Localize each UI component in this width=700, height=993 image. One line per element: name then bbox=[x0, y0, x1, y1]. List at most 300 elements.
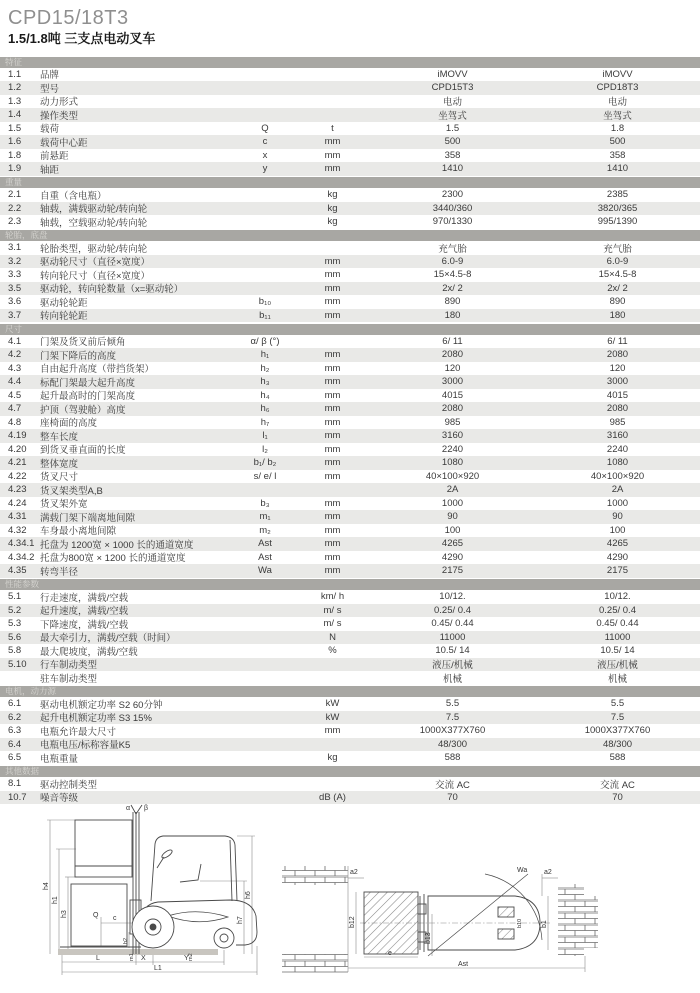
cell-no: 1.4 bbox=[8, 109, 22, 121]
cell-unit: kg bbox=[327, 202, 338, 214]
cell-label: 下降速度，满载/空载 bbox=[40, 619, 129, 631]
cell-unit: mm bbox=[324, 309, 341, 321]
dim-label-h4: h4 bbox=[43, 882, 50, 890]
cell-v2: 6/ 11 bbox=[607, 335, 628, 347]
cell-label: 电瓶电压/标称容量K5 bbox=[40, 740, 131, 752]
cell-no: 5.8 bbox=[8, 645, 22, 657]
cell-v1: CPD15T3 bbox=[431, 82, 474, 94]
cell-no: 1.3 bbox=[8, 95, 22, 107]
cell-label: 起升最高时的门架高度 bbox=[40, 391, 136, 403]
cell-unit: mm bbox=[324, 362, 341, 374]
cell-v2: 坐驾式 bbox=[603, 110, 632, 122]
cell-unit: mm bbox=[324, 376, 341, 388]
cell-unit: km/ h bbox=[320, 591, 345, 603]
cell-label: 起升速度，满载/空载 bbox=[40, 606, 129, 618]
cell-unit: kg bbox=[327, 752, 338, 764]
cell-unit: kW bbox=[325, 711, 340, 723]
spec-row bbox=[0, 348, 700, 362]
cell-no: 6.5 bbox=[8, 752, 22, 764]
cell-no: 4.4 bbox=[8, 376, 22, 388]
cell-label: 型号 bbox=[40, 83, 60, 95]
cell-no: 4.19 bbox=[8, 430, 27, 442]
spec-row bbox=[0, 295, 700, 309]
cell-no: 4.7 bbox=[8, 403, 22, 415]
cell-no: 5.2 bbox=[8, 604, 22, 616]
cell-v2: 1000 bbox=[606, 497, 629, 509]
cell-v2: 100 bbox=[609, 524, 626, 536]
cell-no: 4.2 bbox=[8, 349, 22, 361]
spec-row bbox=[0, 282, 700, 296]
cell-unit: mm bbox=[324, 497, 341, 509]
dim-label-x: X bbox=[141, 955, 146, 962]
spec-row bbox=[0, 122, 700, 136]
spec-row bbox=[0, 135, 700, 149]
cell-unit: mm bbox=[324, 524, 341, 536]
section-header: 性能参数 bbox=[0, 579, 700, 590]
cell-v1: 358 bbox=[444, 149, 461, 161]
cell-symbol: x bbox=[262, 149, 268, 161]
cell-v1: 15×4.5-8 bbox=[433, 269, 472, 281]
cell-no: 4.31 bbox=[8, 511, 27, 523]
cell-symbol: b₁₁ bbox=[259, 309, 271, 321]
spec-row bbox=[0, 162, 700, 176]
cell-v2: 1410 bbox=[606, 163, 629, 175]
spec-row bbox=[0, 255, 700, 269]
cell-v1: 1000 bbox=[441, 497, 464, 509]
cell-v2: 2x/ 2 bbox=[607, 282, 628, 294]
cell-no: 4.8 bbox=[8, 416, 22, 428]
dim-label-h1: h1 bbox=[52, 896, 59, 904]
cell-v2: 0.25/ 0.4 bbox=[599, 604, 636, 616]
cell-label: 货叉架外宽 bbox=[40, 499, 88, 511]
cell-unit: mm bbox=[324, 403, 341, 415]
cell-unit: mm bbox=[324, 416, 341, 428]
cell-v2: 交流 AC bbox=[600, 779, 635, 791]
cell-no: 1.5 bbox=[8, 122, 22, 134]
cell-v2: CPD18T3 bbox=[596, 82, 639, 94]
cell-unit: t bbox=[331, 122, 334, 134]
dim-label-y: Y bbox=[184, 955, 189, 962]
cell-label: 车身最小离地间隙 bbox=[40, 526, 117, 538]
cell-unit: mm bbox=[324, 296, 341, 308]
spec-row bbox=[0, 268, 700, 282]
cell-no: 1.6 bbox=[8, 136, 22, 148]
cell-label: 转弯半径 bbox=[40, 566, 79, 578]
section-header: 轮胎，底盘 bbox=[0, 230, 700, 241]
cell-unit: mm bbox=[324, 565, 341, 577]
cell-v1: 充气胎 bbox=[438, 243, 467, 255]
cell-unit: mm bbox=[324, 136, 341, 148]
cell-no: 1.8 bbox=[8, 149, 22, 161]
cell-v2: 液压/机械 bbox=[597, 660, 638, 672]
spec-row bbox=[0, 95, 700, 109]
cell-unit: mm bbox=[324, 163, 341, 175]
cell-v1: 1080 bbox=[441, 457, 464, 469]
spec-row bbox=[0, 335, 700, 349]
cell-symbol: h₂ bbox=[260, 362, 270, 374]
cell-v2: 1000X377X760 bbox=[584, 725, 651, 737]
spec-row bbox=[0, 215, 700, 229]
cell-symbol: s/ e/ l bbox=[253, 470, 277, 482]
cell-v2: 15×4.5-8 bbox=[598, 269, 637, 281]
spec-row bbox=[0, 470, 700, 484]
cell-v1: 4290 bbox=[441, 551, 464, 563]
cell-no: 1.1 bbox=[8, 68, 22, 80]
cell-v1: 120 bbox=[444, 362, 461, 374]
top-view-diagram bbox=[280, 804, 700, 987]
spec-table bbox=[0, 57, 700, 805]
cell-symbol: m₂ bbox=[259, 524, 271, 536]
spec-row bbox=[0, 777, 700, 791]
cell-v2: 995/1390 bbox=[597, 216, 638, 228]
cell-v1: 0.25/ 0.4 bbox=[434, 604, 471, 616]
cell-v1: 588 bbox=[444, 752, 461, 764]
cell-unit: mm bbox=[324, 389, 341, 401]
spec-row bbox=[0, 751, 700, 765]
cell-v1: 交流 AC bbox=[435, 779, 470, 791]
spec-row bbox=[0, 711, 700, 725]
cell-v2: 5.5 bbox=[610, 698, 625, 710]
spec-row bbox=[0, 362, 700, 376]
cell-v1: 3160 bbox=[441, 430, 464, 442]
cell-label: 轴距 bbox=[40, 164, 60, 176]
cell-no: 1.9 bbox=[8, 163, 22, 175]
cell-unit: % bbox=[328, 645, 337, 657]
spec-row bbox=[0, 497, 700, 511]
cell-v1: 坐驾式 bbox=[438, 110, 467, 122]
cell-no: 4.3 bbox=[8, 362, 22, 374]
cell-v1: 890 bbox=[444, 296, 461, 308]
cell-label: 轮胎类型，驱动轮/转向轮 bbox=[40, 243, 148, 255]
cell-unit: kg bbox=[327, 189, 338, 201]
page-title: CPD15/18T3 bbox=[8, 7, 129, 29]
cell-label: 载荷中心距 bbox=[40, 137, 88, 149]
dim-label-l1: L1 bbox=[154, 965, 162, 972]
cell-label: 满载门架下端离地间隙 bbox=[40, 512, 136, 524]
cell-label: 载荷 bbox=[40, 124, 60, 136]
dim-label-a2-left: a2 bbox=[350, 869, 358, 876]
cell-label: 门架及货叉前后倾角 bbox=[40, 337, 126, 349]
spec-row bbox=[0, 416, 700, 430]
cell-label: 货叉架类型A,B bbox=[40, 485, 103, 497]
cell-no: 4.24 bbox=[8, 497, 27, 509]
cell-v1: 2175 bbox=[441, 565, 464, 577]
cell-unit: mm bbox=[324, 282, 341, 294]
side-view-diagram bbox=[0, 804, 280, 987]
cell-v1: 机械 bbox=[442, 673, 462, 685]
cell-label: 驱动电机额定功率 S2 60分钟 bbox=[40, 699, 163, 711]
cell-symbol: h₁ bbox=[260, 349, 270, 361]
cell-v2: 90 bbox=[612, 511, 623, 523]
cell-label: 品牌 bbox=[40, 70, 60, 82]
spec-row bbox=[0, 590, 700, 604]
cell-v1: 11000 bbox=[439, 631, 466, 643]
cell-label: 起升电机额定功率 S3 15% bbox=[40, 713, 152, 725]
cell-symbol: h₄ bbox=[260, 389, 270, 401]
dim-label-b10: b10 bbox=[517, 918, 523, 928]
spec-row bbox=[0, 524, 700, 538]
cell-symbol: Q bbox=[261, 122, 269, 134]
cell-label: 噪音等级 bbox=[40, 793, 79, 805]
section-header: 重量 bbox=[0, 177, 700, 188]
cell-unit: kg bbox=[327, 216, 338, 228]
cell-label: 门架下降后的高度 bbox=[40, 350, 117, 362]
dim-label-ast: Ast bbox=[458, 961, 469, 968]
spec-row bbox=[0, 551, 700, 565]
cell-symbol: h₃ bbox=[260, 376, 270, 388]
cell-v2: 890 bbox=[609, 296, 626, 308]
cell-label: 最大爬坡度，满载/空载 bbox=[40, 646, 138, 658]
page-subtitle: 1.5/1.8吨 三支点电动叉车 bbox=[8, 31, 156, 46]
dim-label-h6: h6 bbox=[245, 891, 252, 899]
cell-v1: 1.5 bbox=[445, 122, 460, 134]
spec-row bbox=[0, 671, 700, 685]
cell-no: 4.34.2 bbox=[8, 551, 35, 563]
cell-v2: 2175 bbox=[606, 565, 629, 577]
cell-v2: 充气胎 bbox=[603, 243, 632, 255]
cell-no: 4.20 bbox=[8, 443, 27, 455]
cell-no: 4.21 bbox=[8, 457, 27, 469]
cell-label: 轴载，满载驱动轮/转向轮 bbox=[40, 204, 148, 216]
cell-unit: mm bbox=[324, 349, 341, 361]
cell-label: 电瓶重量 bbox=[40, 753, 79, 765]
section-header: 特征 bbox=[0, 57, 700, 68]
spec-row bbox=[0, 108, 700, 122]
cell-v1: 2x/ 2 bbox=[442, 282, 463, 294]
cell-no: 1.2 bbox=[8, 82, 22, 94]
cell-label: 标配门架最大起升高度 bbox=[40, 377, 136, 389]
cell-no: 8.1 bbox=[8, 778, 22, 790]
dim-label-c: c bbox=[113, 915, 117, 922]
cell-label: 到货叉垂直面的长度 bbox=[40, 445, 126, 457]
cell-label: 驱动轮尺寸（直径×宽度） bbox=[40, 257, 151, 269]
cell-v2: 1080 bbox=[606, 457, 629, 469]
cell-v2: 6.0-9 bbox=[606, 255, 629, 267]
dim-label-beta: β bbox=[144, 805, 149, 812]
section-header: 电机，动力源 bbox=[0, 686, 700, 697]
cell-v1: 180 bbox=[444, 309, 461, 321]
cell-no: 5.10 bbox=[8, 658, 27, 670]
cell-label: 行车制动类型 bbox=[40, 660, 98, 672]
cell-v1: 100 bbox=[444, 524, 461, 536]
technical-drawings bbox=[0, 804, 700, 987]
cell-no: 4.1 bbox=[8, 335, 22, 347]
cell-no: 3.3 bbox=[8, 269, 22, 281]
cell-symbol: l₁ bbox=[262, 430, 268, 442]
cell-v1: 2080 bbox=[441, 349, 464, 361]
cell-no: 3.6 bbox=[8, 296, 22, 308]
dim-label-b12: b12 bbox=[349, 916, 356, 928]
cell-unit: mm bbox=[324, 255, 341, 267]
spec-row bbox=[0, 188, 700, 202]
cell-v2: 3000 bbox=[606, 376, 629, 388]
spec-row bbox=[0, 375, 700, 389]
spec-row bbox=[0, 389, 700, 403]
cell-v2: 358 bbox=[609, 149, 626, 161]
dim-label-a2-right: a2 bbox=[544, 869, 552, 876]
cell-unit: kW bbox=[325, 698, 340, 710]
cell-label: 电瓶允许最大尺寸 bbox=[40, 726, 117, 738]
cell-v1: 2300 bbox=[441, 189, 464, 201]
cell-unit: mm bbox=[324, 443, 341, 455]
spec-row bbox=[0, 791, 700, 805]
cell-no: 2.3 bbox=[8, 216, 22, 228]
cell-v2: 40×100×920 bbox=[590, 470, 645, 482]
dim-label-h7: h7 bbox=[237, 916, 244, 924]
cell-label: 自由起升高度（带挡货架） bbox=[40, 364, 155, 376]
cell-unit: N bbox=[329, 631, 336, 643]
cell-no: 6.3 bbox=[8, 725, 22, 737]
cell-symbol: y bbox=[262, 163, 268, 175]
cell-v2: 3820/365 bbox=[597, 202, 638, 214]
dim-label-m1: m1 bbox=[129, 953, 135, 961]
cell-v1: 500 bbox=[444, 136, 461, 148]
cell-no: 2.1 bbox=[8, 189, 22, 201]
cell-no: 3.2 bbox=[8, 255, 22, 267]
sheet-header bbox=[0, 0, 700, 55]
cell-no: 3.7 bbox=[8, 309, 22, 321]
cell-unit: mm bbox=[324, 269, 341, 281]
cell-v2: 70 bbox=[612, 791, 623, 803]
spec-row bbox=[0, 631, 700, 645]
cell-v2: 2A bbox=[611, 484, 624, 496]
cell-label: 最大牵引力，满载/空载（时间） bbox=[40, 633, 176, 645]
cell-v2: 48/300 bbox=[602, 738, 633, 750]
cell-v2: 180 bbox=[609, 309, 626, 321]
cell-v2: 3160 bbox=[606, 430, 629, 442]
spec-row bbox=[0, 149, 700, 163]
cell-label: 整体宽度 bbox=[40, 458, 79, 470]
cell-v2: 4265 bbox=[606, 538, 629, 550]
cell-v1: 1410 bbox=[441, 163, 464, 175]
cell-v2: 1.8 bbox=[610, 122, 625, 134]
section-header: 尺寸 bbox=[0, 324, 700, 335]
cell-v2: 10/12. bbox=[604, 591, 631, 603]
cell-label: 转向轮尺寸（直径×宽度） bbox=[40, 270, 151, 282]
cell-no: 4.35 bbox=[8, 565, 27, 577]
cell-unit: m/ s bbox=[323, 604, 342, 616]
spec-row bbox=[0, 604, 700, 618]
dim-label-wa: Wa bbox=[517, 867, 528, 874]
cell-label: 座椅面的高度 bbox=[40, 418, 98, 430]
cell-v1: 6.0-9 bbox=[441, 255, 464, 267]
dim-label-alpha: α bbox=[126, 805, 131, 812]
cell-v2: 11000 bbox=[604, 631, 631, 643]
spec-row bbox=[0, 309, 700, 323]
cell-label: 驱动轮轮距 bbox=[40, 297, 88, 309]
cell-no: 2.2 bbox=[8, 202, 22, 214]
cell-v2: 4015 bbox=[606, 389, 629, 401]
cell-v2: 120 bbox=[609, 362, 626, 374]
cell-label: 护顶（驾驶舱）高度 bbox=[40, 404, 126, 416]
cell-v1: 10/12. bbox=[439, 591, 466, 603]
dim-label-q: Q bbox=[93, 912, 99, 919]
cell-label: 前悬距 bbox=[40, 151, 69, 163]
spec-row bbox=[0, 402, 700, 416]
cell-v1: 1000X377X760 bbox=[419, 725, 486, 737]
cell-v2: 机械 bbox=[607, 673, 627, 685]
cell-no: 3.5 bbox=[8, 282, 22, 294]
cell-label: 整车长度 bbox=[40, 431, 79, 443]
cell-v2: 2385 bbox=[606, 189, 629, 201]
spec-row bbox=[0, 564, 700, 578]
cell-symbol: c bbox=[262, 136, 268, 148]
cell-symbol: h₇ bbox=[260, 416, 270, 428]
cell-unit: mm bbox=[324, 149, 341, 161]
cell-label: 轴载，空载驱动轮/转向轮 bbox=[40, 217, 148, 229]
cell-no: 5.6 bbox=[8, 631, 22, 643]
cell-v2: 2080 bbox=[606, 349, 629, 361]
cell-label: 货叉尺寸 bbox=[40, 472, 79, 484]
cell-v2: 4290 bbox=[606, 551, 629, 563]
cell-unit: m/ s bbox=[323, 618, 342, 630]
cell-v2: 电动 bbox=[607, 97, 627, 109]
cell-no: 5.1 bbox=[8, 591, 22, 603]
cell-label: 自重（含电瓶） bbox=[40, 190, 107, 202]
cell-no: 5.3 bbox=[8, 618, 22, 630]
cell-v1: 7.5 bbox=[445, 711, 460, 723]
cell-v2: 985 bbox=[609, 416, 626, 428]
cell-v2: 0.45/ 0.44 bbox=[596, 618, 639, 630]
dim-label-h2: h2 bbox=[123, 937, 129, 944]
cell-unit: mm bbox=[324, 551, 341, 563]
cell-v1: 2080 bbox=[441, 403, 464, 415]
cell-unit: mm bbox=[324, 457, 341, 469]
cell-symbol: m₁ bbox=[259, 511, 271, 523]
cell-label: 转向轮轮距 bbox=[40, 311, 88, 323]
spec-row bbox=[0, 429, 700, 443]
spec-row bbox=[0, 697, 700, 711]
cell-symbol: b₃ bbox=[260, 497, 270, 509]
cell-v1: 40×100×920 bbox=[425, 470, 480, 482]
cell-no: 4.32 bbox=[8, 524, 27, 536]
spec-row bbox=[0, 81, 700, 95]
cell-v2: 588 bbox=[609, 752, 626, 764]
cell-symbol: Ast bbox=[258, 551, 272, 563]
cell-v2: 2080 bbox=[606, 403, 629, 415]
spec-row bbox=[0, 456, 700, 470]
cell-unit: mm bbox=[324, 725, 341, 737]
cell-v1: 970/1330 bbox=[432, 216, 473, 228]
spec-row bbox=[0, 443, 700, 457]
cell-v1: 2240 bbox=[441, 443, 464, 455]
cell-v2: iMOVV bbox=[602, 68, 633, 80]
spec-row bbox=[0, 483, 700, 497]
cell-v1: 985 bbox=[444, 416, 461, 428]
cell-v1: 10.5/ 14 bbox=[435, 645, 470, 657]
cell-label: 操作类型 bbox=[40, 110, 79, 122]
cell-no: 6.4 bbox=[8, 738, 22, 750]
cell-v1: 0.45/ 0.44 bbox=[431, 618, 474, 630]
cell-symbol: Wa bbox=[258, 565, 272, 577]
cell-label: 托盘为800宽 × 1200 长的通道宽度 bbox=[40, 553, 186, 565]
cell-unit: mm bbox=[324, 430, 341, 442]
spec-row bbox=[0, 617, 700, 631]
cell-v1: 5.5 bbox=[445, 698, 460, 710]
cell-v1: 6/ 11 bbox=[442, 335, 463, 347]
cell-unit: mm bbox=[324, 538, 341, 550]
cell-no: 3.1 bbox=[8, 242, 22, 254]
spec-row bbox=[0, 202, 700, 216]
cell-unit: mm bbox=[324, 470, 341, 482]
cell-v1: 电动 bbox=[442, 97, 462, 109]
spec-row bbox=[0, 241, 700, 255]
spec-row bbox=[0, 510, 700, 524]
cell-v1: 70 bbox=[447, 791, 458, 803]
cell-v1: iMOVV bbox=[437, 68, 468, 80]
cell-no: 4.34.1 bbox=[8, 538, 35, 550]
spec-row bbox=[0, 68, 700, 82]
